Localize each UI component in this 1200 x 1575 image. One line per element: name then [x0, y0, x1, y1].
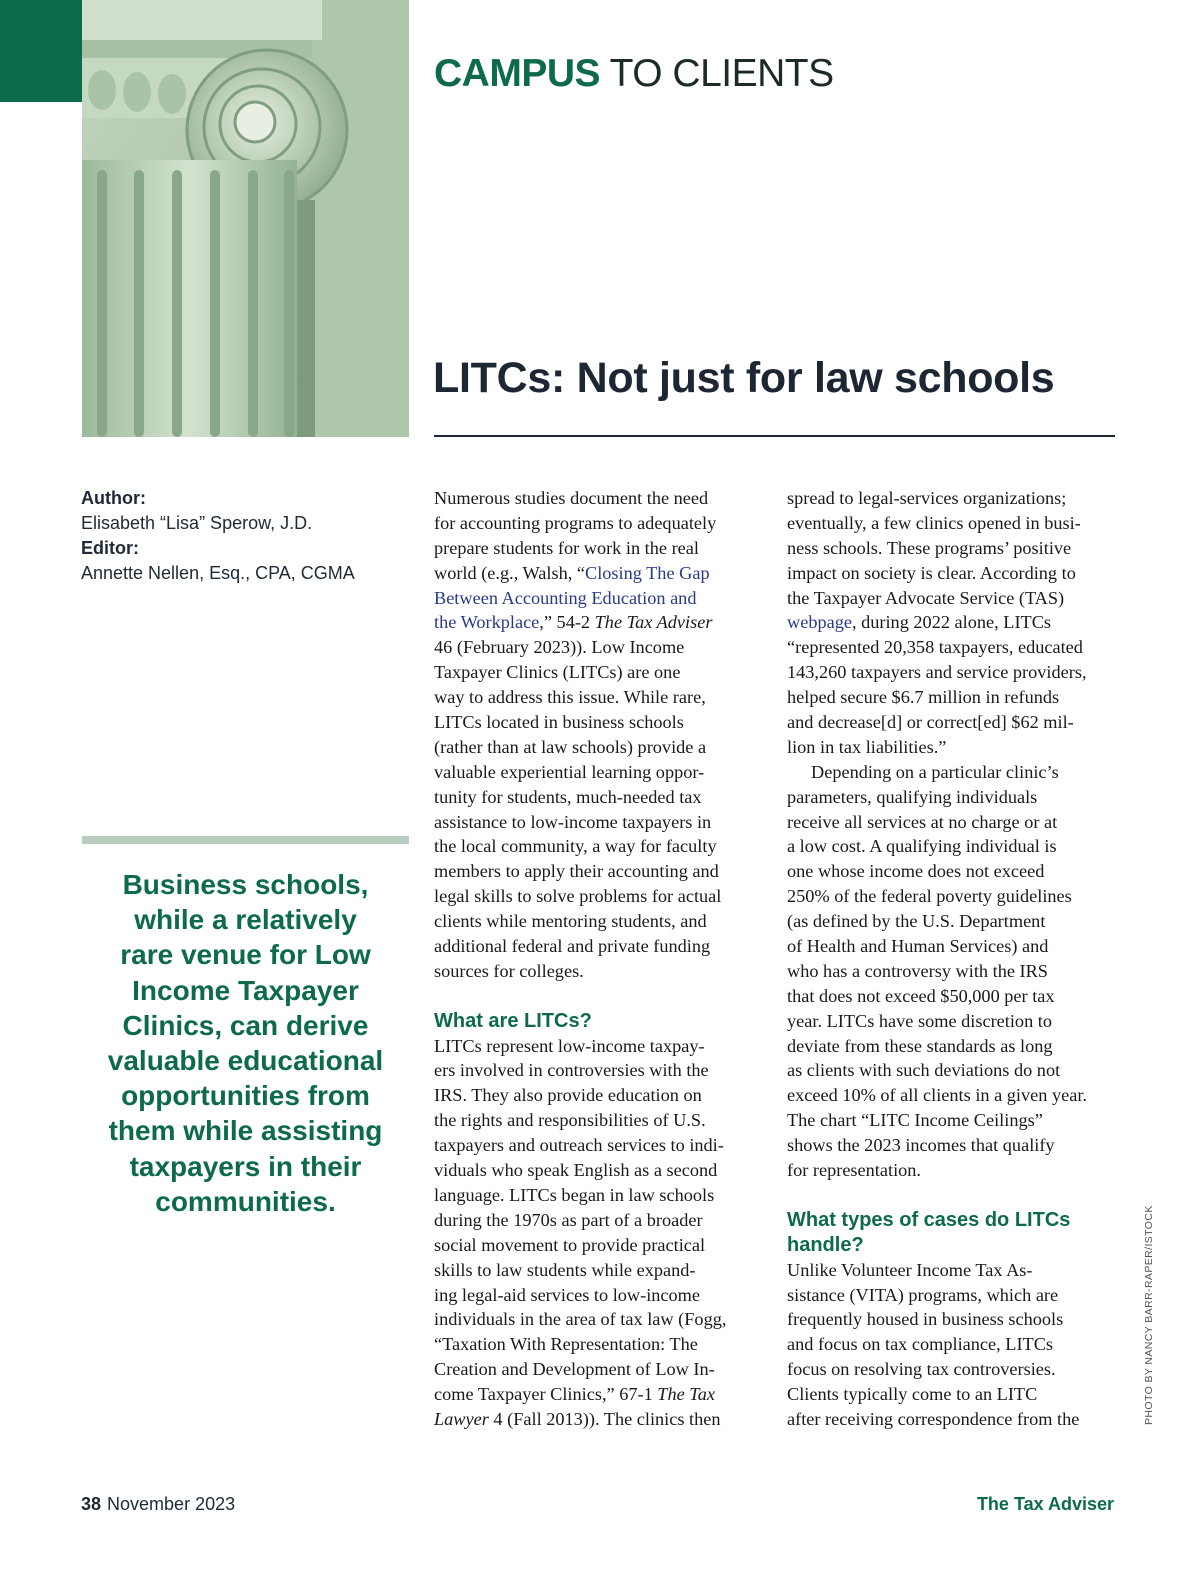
body-line: skills to law students while expand- [434, 1259, 696, 1280]
body-line: that does not exceed $50,000 per tax [787, 985, 1055, 1006]
section-header-bold: CAMPUS [434, 52, 601, 95]
body-line: legal skills to solve problems for actual [434, 886, 722, 907]
body-line: Unlike Volunteer Income Tax As- [787, 1259, 1033, 1280]
body-line: spread to legal-services organizations; [787, 488, 1067, 508]
subheading-case-types: What types of cases do LITCs [787, 1208, 1071, 1231]
body-line: prepare students for work in the real [434, 537, 699, 558]
page-number: 38 [81, 1494, 102, 1514]
body-line: sistance (VITA) programs, which are [787, 1284, 1059, 1305]
subheading-case-types: handle? [787, 1233, 864, 1256]
body-line: ing legal-aid services to low-income [434, 1284, 701, 1305]
body-line: The chart “LITC Income Ceilings” [787, 1110, 1043, 1131]
body-line: way to address this issue. While rare, [434, 687, 706, 708]
body-line: focus on resolving tax controversies. [787, 1359, 1056, 1380]
pull-quote-rule [82, 836, 409, 844]
magazine-name: The Tax Adviser [976, 1494, 1114, 1514]
body-line: the Workplace,” 54-2 The Tax Adviser [434, 612, 713, 633]
body-column-1 [434, 486, 764, 1432]
body-line: world (e.g., Walsh, “Closing The Gap [434, 562, 710, 583]
body-line: sources for colleges. [434, 960, 584, 981]
body-line: exceed 10% of all clients in a given year. [787, 1085, 1087, 1106]
body-line: year. LITCs have some discretion to [787, 1010, 1053, 1031]
body-line: clients while mentoring students, and [434, 911, 707, 932]
body-line: IRS. They also provide education on [434, 1085, 702, 1106]
credits-block [81, 486, 401, 586]
body-line: Lawyer 4 (Fall 2013)). The clinics then [434, 1408, 721, 1429]
body-line: tunity for students, much-needed tax [434, 786, 702, 807]
author-name: Elisabeth “Lisa” Sperow, J.D. [81, 513, 313, 533]
body-column-2 [787, 486, 1127, 1432]
body-line: one whose income does not exceed [787, 861, 1045, 882]
body-line: Depending on a particular clinic’s [811, 761, 1059, 782]
pull-quote-line: opportunities from [121, 1080, 370, 1112]
body-line: parameters, qualifying individuals [787, 786, 1038, 807]
body-line: individuals in the area of tax law (Fogg, [434, 1309, 727, 1330]
body-line: and decrease[d] or correct[ed] $62 mil- [787, 712, 1074, 733]
body-line: Clients typically come to an LITC [787, 1384, 1038, 1405]
pull-quote-line: rare venue for Low [120, 939, 371, 971]
footer-folio [81, 1494, 235, 1515]
pull-quote-line: while a relatively [134, 904, 357, 936]
pull-quote-line: them while assisting [108, 1115, 383, 1147]
body-line: taxpayers and outreach services to indi- [434, 1135, 724, 1156]
body-line: and focus on tax compliance, LITCs [787, 1334, 1054, 1355]
body-line: assistance to low-income taxpayers in [434, 811, 712, 832]
editor-label: Editor: [81, 538, 139, 558]
closing-the-gap-link[interactable]: Closing The Gap [585, 562, 710, 583]
author-label: Author: [81, 488, 146, 508]
pull-quote-line: valuable educational [107, 1045, 384, 1077]
body-line: “represented 20,358 taxpayers, educated [787, 637, 1083, 658]
green-corner-tab [0, 0, 82, 102]
body-line: Taxpayer Clinics (LITCs) are one [434, 662, 681, 683]
section-header [434, 52, 834, 96]
body-line: ness schools. These programs’ positive [787, 537, 1072, 558]
closing-the-gap-link[interactable]: the Workplace [434, 612, 540, 633]
body-line: during the 1970s as part of a broader [434, 1209, 703, 1230]
title-divider [434, 435, 1115, 437]
body-line: the local community, a way for faculty [434, 836, 717, 857]
closing-the-gap-link[interactable]: Between Accounting Education and [434, 587, 697, 608]
body-line: 46 (February 2023)). Low Income [434, 637, 685, 658]
pull-quote [82, 867, 409, 1219]
body-line: for representation. [787, 1160, 922, 1181]
body-line: the rights and responsibilities of U.S. [434, 1110, 706, 1131]
body-line: who has a controversy with the IRS [787, 960, 1048, 981]
pull-quote-line: taxpayers in their [129, 1150, 362, 1182]
column-capital-photo [82, 0, 409, 437]
body-line: of Health and Human Services) and [787, 936, 1049, 957]
body-line: 250% of the federal poverty guidelines [787, 886, 1072, 907]
body-line: Numerous studies document the need [434, 488, 709, 508]
photo-credit: PHOTO BY NANCY BARR-RAPER/ISTOCK [1143, 1205, 1155, 1425]
body-line: helped secure $6.7 million in refunds [787, 687, 1060, 708]
article-title: LITCs: Not just for law schools [433, 354, 1055, 402]
body-line: members to apply their accounting and [434, 861, 719, 882]
body-line: as clients with such deviations do not [787, 1060, 1061, 1081]
body-line: webpage, during 2022 alone, LITCs [787, 612, 1052, 633]
body-line: LITCs located in business schools [434, 712, 684, 733]
body-line: social movement to provide practical [434, 1234, 706, 1255]
pull-quote-line: Income Taxpayer [132, 974, 359, 1006]
body-line: impact on society is clear. According to [787, 562, 1076, 583]
body-line: for accounting programs to adequately [434, 512, 717, 533]
body-line: deviate from these standards as long [787, 1035, 1053, 1056]
pull-quote-line: Clinics, can derive [122, 1009, 369, 1041]
pull-quote-line: communities. [155, 1185, 336, 1217]
body-line: 143,260 taxpayers and service providers, [787, 662, 1087, 683]
body-line: receive all services at no charge or at [787, 811, 1058, 832]
body-line: the Taxpayer Advocate Service (TAS) [787, 587, 1065, 608]
body-line: LITCs represent low-income taxpay- [434, 1035, 705, 1056]
body-line: valuable experiential learning oppor- [434, 761, 705, 782]
body-line: shows the 2023 incomes that qualify [787, 1135, 1055, 1156]
section-header-rest: TO CLIENTS [600, 52, 834, 95]
body-line: viduals who speak English as a second [434, 1160, 718, 1181]
body-line: (as defined by the U.S. Department [787, 911, 1046, 932]
body-line: after receiving correspondence from the [787, 1408, 1080, 1429]
body-line: eventually, a few clinics opened in busi- [787, 512, 1081, 533]
pull-quote-line: Business schools, [122, 869, 369, 900]
body-line: lion in tax liabilities.” [787, 736, 947, 757]
tas-webpage-link[interactable]: webpage [787, 612, 852, 633]
issue-date: November 2023 [107, 1494, 236, 1514]
body-line: frequently housed in business schools [787, 1309, 1064, 1330]
body-line: additional federal and private funding [434, 936, 711, 957]
body-line [434, 586, 764, 611]
body-line: Creation and Development of Low In- [434, 1359, 715, 1380]
body-line: a low cost. A qualifying individual is [787, 836, 1057, 857]
body-line: (rather than at law schools) provide a [434, 736, 707, 757]
editor-name: Annette Nellen, Esq., CPA, CGMA [81, 563, 355, 583]
body-line: language. LITCs began in law schools [434, 1184, 715, 1205]
subheading-what-are-litcs: What are LITCs? [434, 1009, 592, 1032]
body-line: “Taxation With Representation: The [434, 1334, 698, 1355]
body-line: ers involved in controversies with the [434, 1060, 709, 1081]
body-line: come Taxpayer Clinics,” 67-1 The Tax [434, 1384, 716, 1405]
